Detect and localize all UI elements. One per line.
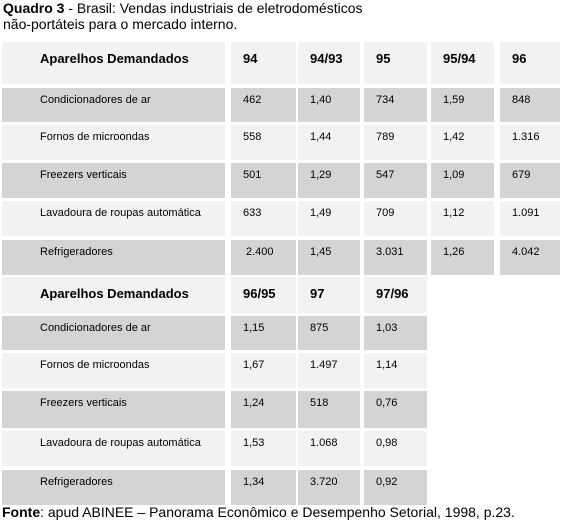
row-label-cell: Lavadoura de roupas automática [2, 431, 225, 466]
row-label-cell: Refrigeradores [2, 240, 225, 275]
source-label: Fonte [2, 504, 41, 520]
column-header: 97/96 [364, 277, 427, 313]
table-cell: 0,76 [364, 391, 427, 428]
table-cell: 501 [231, 163, 296, 198]
row-label-cell: Condicionadores de ar [2, 316, 225, 350]
table-cell: 1.091 [500, 201, 560, 236]
table-cell: 4.042 [500, 240, 560, 275]
column-header: 97 [298, 277, 360, 313]
table-cell: 462 [231, 88, 296, 122]
table-cell: 734 [364, 88, 427, 122]
table-cell: 789 [364, 125, 427, 160]
caption-number: Quadro 3 [3, 0, 65, 16]
table-cell: 1,45 [298, 240, 360, 275]
table-cell: 1,49 [298, 201, 360, 236]
table-cell: 1,15 [231, 316, 296, 350]
table-cell: 1.497 [298, 353, 360, 388]
source-note [2, 504, 515, 520]
column-header: 96/95 [231, 277, 296, 313]
row-label-cell: Freezers verticais [2, 163, 225, 198]
table-cell: 1.316 [500, 125, 560, 160]
row-label-cell: Lavadoura de roupas automática [2, 201, 225, 236]
table-cell: 1,03 [364, 316, 427, 350]
table-cell: 1,44 [298, 125, 360, 160]
table-cell: 1,59 [431, 88, 494, 122]
table-cell: 3.031 [364, 240, 427, 275]
table-cell: 3.720 [298, 470, 360, 505]
column-header: 94/93 [298, 42, 360, 84]
table-cell: 1,12 [431, 201, 494, 236]
column-header: 96 [500, 42, 560, 84]
table-cell: 1,14 [364, 353, 427, 388]
row-label-cell: Refrigeradores [2, 470, 225, 505]
row-label-cell: Fornos de microondas [2, 353, 225, 388]
caption-title: - Brasil: Vendas industriais de eletrodomésticos [64, 0, 363, 16]
table-cell: 1,34 [231, 470, 296, 505]
table-cell: 1,42 [431, 125, 494, 160]
table-cell: 1,53 [231, 431, 296, 466]
table-cell: 1,09 [431, 163, 494, 198]
table-cell: 709 [364, 201, 427, 236]
table-cell: 1,24 [231, 391, 296, 428]
table-cell: 1,29 [298, 163, 360, 198]
row-label-cell: Freezers verticais [2, 391, 225, 428]
column-header: 95 [364, 42, 427, 84]
column-header-label: Aparelhos Demandados [2, 277, 225, 313]
row-label-cell: Condicionadores de ar [2, 88, 225, 122]
table-cell: 547 [364, 163, 427, 198]
caption-subtitle: não-portáteis para o mercado interno. [3, 16, 238, 32]
column-header-label: Aparelhos Demandados [2, 42, 225, 84]
table-cell: 1.068 [298, 431, 360, 466]
source-text: : apud ABINEE – Panorama Econômico e Desempenho Setorial, 1998, p.23. [40, 504, 515, 520]
table-cell: 633 [231, 201, 296, 236]
table-cell: 875 [298, 316, 360, 350]
table-cell: 0,92 [364, 470, 427, 505]
column-header: 94 [231, 42, 296, 84]
table-cell: 1,26 [431, 240, 494, 275]
table-cell: 679 [500, 163, 560, 198]
table-cell: 0,98 [364, 431, 427, 466]
column-header: 95/94 [431, 42, 494, 84]
table-cell: 2.400 [231, 240, 296, 275]
table-cell: 1,67 [231, 353, 296, 388]
table-cell: 848 [500, 88, 560, 122]
table-cell: 558 [231, 125, 296, 160]
table-cell: 518 [298, 391, 360, 428]
table-cell: 1,40 [298, 88, 360, 122]
row-label-cell: Fornos de microondas [2, 125, 225, 160]
